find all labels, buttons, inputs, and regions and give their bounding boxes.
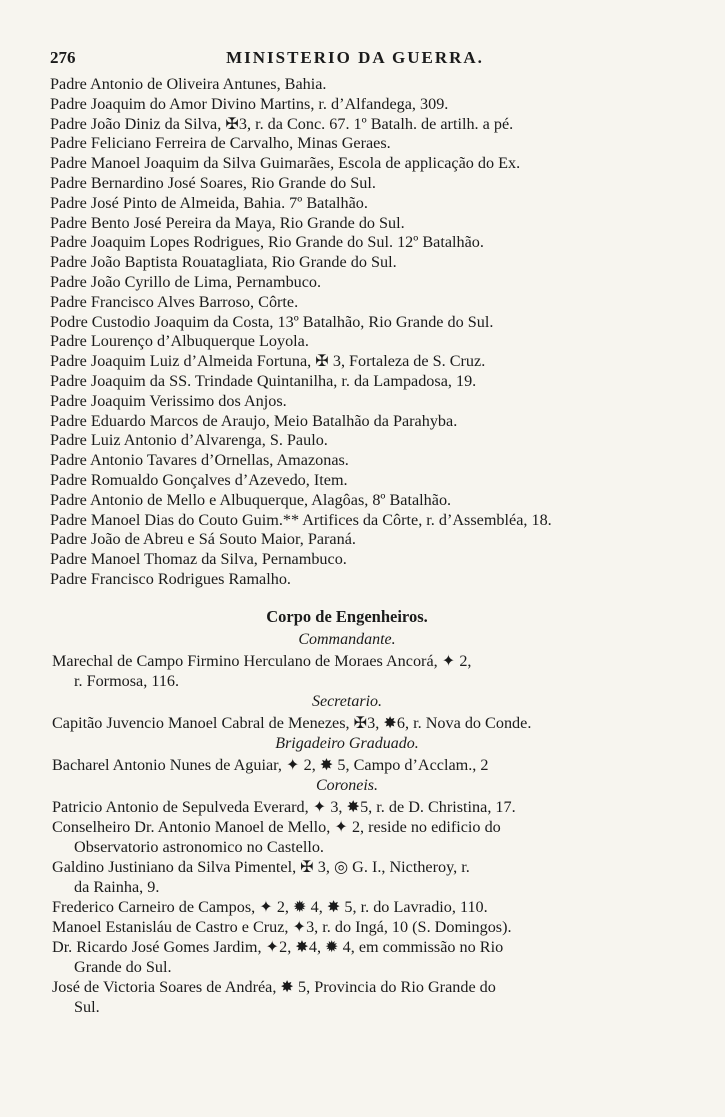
list-item: Padre João Cyrillo de Lima, Pernambuco.	[50, 272, 322, 291]
entry-line: Sul.	[74, 998, 100, 1016]
list-item: Padre Lourenço d’Albuquerque Loyola.	[50, 332, 309, 351]
entry-commandante	[52, 651, 642, 691]
list-item: Padre Manoel Joaquim da Silva Guimarães, Escola de applicação do Ex.	[50, 154, 521, 173]
entry-line: Conselheiro Dr. Antonio Manoel de Mello, ✦ 2, reside no edificio do	[52, 818, 501, 836]
list-item: Padre Manoel Dias do Couto Guim.** Artifices da Côrte, r. d’Assembléa, 18.	[50, 510, 552, 529]
section-title: Corpo de Engenheiros.	[266, 607, 428, 626]
entry-coronel	[52, 977, 642, 1017]
entry-line: Grande do Sul.	[74, 958, 172, 976]
list-item: Padre Joaquim Luiz d’Almeida Fortuna, ✠ 3, Fortaleza de S. Cruz.	[50, 352, 486, 371]
entry-coronel	[52, 897, 642, 917]
list-item: Padre Francisco Alves Barroso, Côrte.	[50, 292, 299, 311]
entry-brigadeiro	[52, 755, 642, 775]
list-item: Padre Luiz Antonio d’Alvarenga, S. Paulo.	[50, 431, 328, 450]
list-item: Padre Francisco Rodrigues Ramalho.	[50, 569, 291, 588]
list-item: Padre Joaquim do Amor Divino Martins, r. d’Alfandega, 309.	[50, 94, 449, 113]
list-item: Padre Antonio de Oliveira Antunes, Bahia.	[50, 75, 327, 93]
list-item: Padre Eduardo Marcos de Araujo, Meio Batalhão da Parahyba.	[50, 411, 458, 430]
list-item: Padre Bernardino José Soares, Rio Grande do Sul.	[50, 173, 376, 192]
page-header	[50, 46, 680, 72]
entry-line: da Rainha, 9.	[74, 878, 160, 896]
page-number: 276	[50, 48, 76, 67]
entry-line: Frederico Carneiro de Campos, ✦ 2, ✹ 4, ✸ 5, r. do Lavradio, 110.	[52, 898, 488, 916]
list-item: Padre João de Abreu e Sá Souto Maior, Paraná.	[50, 530, 356, 549]
list-item: Padre Joaquim da SS. Trindade Quintanilha, r. da Lampadosa, 19.	[50, 371, 477, 390]
rank-heading-brigadeiro: Brigadeiro Graduado.	[275, 735, 419, 752]
entry-coronel	[52, 817, 642, 857]
entry-coronel	[52, 797, 642, 817]
entry-line: Dr. Ricardo José Gomes Jardim, ✦2, ✸4, ✹ 4, em commissão no Rio	[52, 938, 504, 956]
entry-line: Capitão Juvencio Manoel Cabral de Menezes, ✠3, ✸6, r. Nova do Conde.	[52, 714, 532, 732]
list-item: Padre João Baptista Rouatagliata, Rio Grande do Sul.	[50, 253, 397, 272]
engineers-section	[52, 605, 642, 1017]
entry-line: Marechal de Campo Firmino Herculano de Moraes Ancorá, ✦ 2,	[52, 652, 472, 670]
entry-line: Patricio Antonio de Sepulveda Everard, ✦ 3, ✸5, r. de D. Christina, 17.	[52, 798, 516, 816]
entry-line: José de Victoria Soares de Andréa, ✸ 5, Provincia do Rio Grande do	[52, 978, 496, 996]
list-item: Padre José Pinto de Almeida, Bahia. 7º Batalhão.	[50, 193, 368, 212]
entry-line: Manoel Estanisláu de Castro e Cruz, ✦3, r. do Ingá, 10 (S. Domingos).	[52, 918, 512, 936]
rank-heading-secretario: Secretario.	[311, 693, 383, 710]
list-item: Padre Antonio Tavares d’Ornellas, Amazonas.	[50, 451, 349, 470]
entry-coronel	[52, 857, 642, 897]
list-item: Padre Antonio de Mello e Albuquerque, Alagôas, 8º Batalhão.	[50, 490, 452, 509]
entry-coronel	[52, 917, 642, 937]
entry-line: Observatorio astronomico no Castello.	[74, 838, 324, 856]
list-item: Padre Manoel Thomaz da Silva, Pernambuco.	[50, 550, 347, 569]
list-item: Podre Custodio Joaquim da Costa, 13º Batalhão, Rio Grande do Sul.	[50, 312, 494, 331]
entry-line: r. Formosa, 116.	[74, 672, 180, 690]
running-title: MINISTERIO DA GUERRA.	[226, 48, 484, 67]
list-item: Padre Joaquim Lopes Rodrigues, Rio Grande do Sul. 12º Batalhão.	[50, 233, 484, 252]
rank-heading-commandante: Commandante.	[298, 631, 396, 648]
list-item: Padre Joaquim Verissimo dos Anjos.	[50, 391, 287, 410]
list-item: Padre Bento José Pereira da Maya, Rio Grande do Sul.	[50, 213, 405, 232]
entry-secretario	[52, 713, 642, 733]
chaplains-list	[50, 75, 625, 590]
entry-line: Galdino Justiniano da Silva Pimentel, ✠ 3, ◎ G. I., Nictheroy, r.	[52, 858, 470, 876]
entry-line: Bacharel Antonio Nunes de Aguiar, ✦ 2, ✸ 5, Campo d’Acclam., 2	[52, 756, 489, 774]
list-item: Padre João Diniz da Silva, ✠3, r. da Conc. 67. 1º Batalh. de artilh. a pé.	[50, 114, 514, 133]
rank-heading-coroneis: Coroneis.	[315, 777, 379, 794]
list-item: Padre Romualdo Gonçalves d’Azevedo, Item.	[50, 470, 348, 489]
list-item: Padre Feliciano Ferreira de Carvalho, Minas Geraes.	[50, 134, 391, 153]
entry-coronel	[52, 937, 642, 977]
